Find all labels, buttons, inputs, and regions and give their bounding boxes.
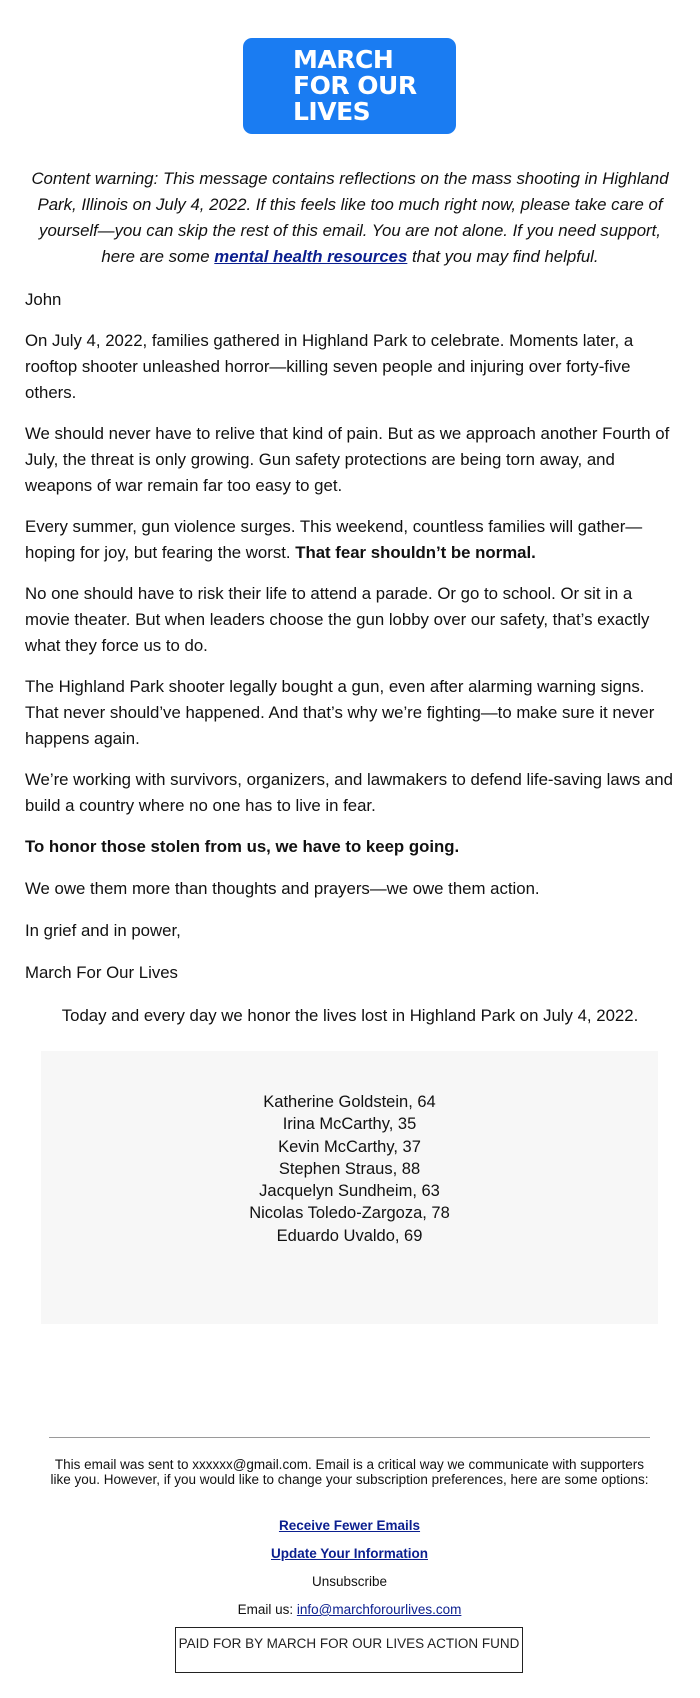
paragraph-4: No one should have to risk their life to attend a parade. Or go to school. Or sit in a movie theater. But when leaders choose the gun lobby over our safety, that’s exactly what they force us to do. xyxy=(25,584,650,655)
paragraph-7-bold: To honor those stolen from us, we have to keep going. xyxy=(25,837,460,856)
logo-text: MARCH FOR OUR LIVES xyxy=(293,45,417,126)
update-information-link[interactable]: Update Your Information xyxy=(270,1546,428,1561)
footer-sent-notice: This email was sent to xxxxxx@gmail.com. Email is a critical way we communicate with supporters like you. However, if you would like to change your subscription preferences, here are some options: xyxy=(50,1457,649,1487)
memorial-names-list xyxy=(41,1091,658,1247)
email-us-link[interactable]: info@marchforourlives.com xyxy=(296,1602,462,1617)
greeting: John xyxy=(25,290,62,309)
memorial-names-box xyxy=(41,1051,658,1324)
footer-update-info xyxy=(49,1546,650,1561)
footer-divider xyxy=(49,1437,650,1438)
memorial-name: Eduardo Uvaldo, 69 xyxy=(276,1226,423,1245)
footer-email-us: Email us: info@marchforourlives.com xyxy=(237,1602,462,1617)
paid-for-disclaimer: PAID FOR BY MARCH FOR OUR LIVES ACTION FUND xyxy=(175,1627,523,1673)
memorial-intro: Today and every day we honor the lives lost in Highland Park on July 4, 2022. xyxy=(61,1006,639,1025)
paragraph-6: We’re working with survivors, organizers, and lawmakers to defend life-saving laws and build a country where no one has to live in fear. xyxy=(25,770,673,815)
memorial-name: Stephen Straus, 88 xyxy=(278,1159,421,1178)
footer-fewer-emails xyxy=(49,1518,650,1533)
content-warning: Content warning: This message contains reflections on the mass shooting in Highland Park, Illinois on July 4, 2022. If this feels like too much right now, please take care of yourself—you can skip the rest of this email. You are not alone. If you need support, here are some mental health resources that you may find helpful. xyxy=(31,169,669,266)
memorial-name: Nicolas Toledo-Zargoza, 78 xyxy=(249,1204,450,1223)
memorial-name: Kevin McCarthy, 37 xyxy=(278,1137,421,1156)
paragraph-1: On July 4, 2022, families gathered in Highland Park to celebrate. Moments later, a rooftop shooter unleashed horror—killing seven people and injuring over forty-five others. xyxy=(25,331,634,402)
paragraph-5: The Highland Park shooter legally bought a gun, even after alarming warning signs. That never should’ve happened. And that’s why we’re fighting—to make sure it never happens again. xyxy=(25,677,655,748)
paragraph-2: We should never have to relive that kind of pain. But as we approach another Fourth of July, the threat is only growing. Gun safety protections are being torn away, and weapons of war remain far too easy to get. xyxy=(25,424,670,495)
memorial-name: Katherine Goldstein, 64 xyxy=(263,1093,436,1111)
paragraph-8: We owe them more than thoughts and prayers—we owe them action. xyxy=(25,879,540,898)
memorial-name: Jacquelyn Sundheim, 63 xyxy=(259,1182,440,1201)
closing-line: In grief and in power, xyxy=(25,921,181,940)
march-for-our-lives-logo[interactable] xyxy=(243,38,456,134)
unsubscribe-link[interactable]: Unsubscribe xyxy=(311,1574,388,1589)
paragraph-3: Every summer, gun violence surges. This weekend, countless families will gather—hoping for joy, but fearing the worst. That fear shouldn’t be normal. xyxy=(25,517,643,562)
memorial-name: Irina McCarthy, 35 xyxy=(282,1115,417,1134)
mental-health-resources-link[interactable]: mental health resources xyxy=(214,247,408,266)
receive-fewer-emails-link[interactable]: Receive Fewer Emails xyxy=(278,1518,421,1533)
signature: March For Our Lives xyxy=(25,963,178,982)
